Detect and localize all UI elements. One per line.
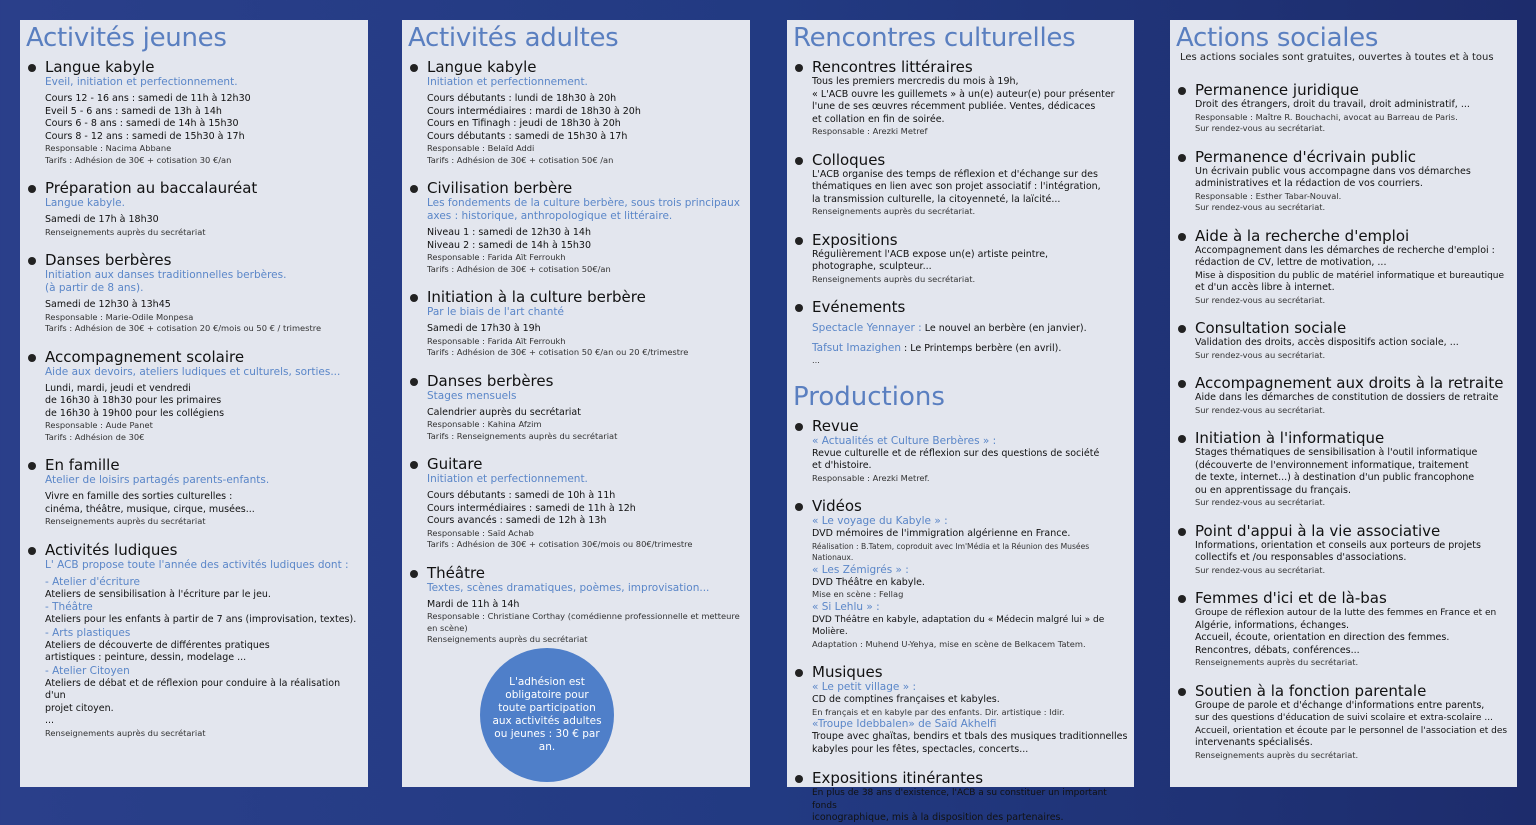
section-subtitle: Aide aux devoirs, ateliers ludiques et culturels, sorties...: [45, 365, 341, 378]
info: Sur rendez-vous au secrétariat.: [1195, 202, 1326, 212]
bullet-icon: [28, 185, 36, 193]
info: Renseignements auprès du secrétariat: [45, 516, 206, 526]
section-title: Aide à la recherche d'emploi: [1195, 226, 1410, 245]
text-line: cinéma, théâtre, musique, cirque, musées...: [45, 503, 255, 515]
bullet-icon: [1178, 154, 1186, 162]
section-subtitle: Eveil, initiation et perfectionnement.: [45, 76, 238, 88]
section-title: Rencontres littéraires: [812, 58, 973, 76]
bullet-icon: [28, 354, 36, 362]
text-line: la transmission culturelle, la citoyenneté, la laïcité...: [812, 193, 1061, 205]
text-line: Rencontres, débats, conférences...: [1195, 644, 1360, 656]
activity-desc: artistiques : peinture, dessin, modelage ...: [45, 652, 247, 663]
section-title: Vidéos: [812, 497, 862, 515]
text-line: ou en apprentissage du français.: [1195, 484, 1351, 496]
section-vie-associative: [1178, 522, 1511, 577]
section-subtitle: Initiation et perfectionnement.: [427, 473, 588, 485]
info: Renseignements auprès du secrétariat.: [812, 206, 976, 216]
text-line: Aide dans les démarches de constitution de dossiers de retraite: [1195, 392, 1499, 403]
tarifs: Tarifs : Adhésion de 30€ + cotisation 50€ /an: [427, 154, 614, 165]
section-videos: [795, 497, 1128, 650]
section-en-famille: [28, 456, 362, 528]
info: Renseignements auprès du secrétariat.: [1195, 749, 1359, 760]
schedule-line: Lundi, mardi, jeudi et vendredi: [45, 382, 191, 394]
info: Renseignements auprès du secrétariat: [427, 634, 588, 644]
text-line: Revue culturelle et de réflexion sur des questions de société: [812, 447, 1100, 459]
tarifs: Tarifs : Adhésion de 30€: [45, 431, 145, 442]
section-subtitle: axes : historique, anthropologique et littéraire.: [427, 210, 673, 222]
text-line: Accompagnement dans les démarches de recherche d'emploi :: [1195, 244, 1495, 256]
text-line: Un écrivain public vous accompagne dans vos démarches: [1195, 165, 1471, 177]
responsable: Responsable : Arezki Metref.: [812, 472, 930, 483]
text-line: Stages thématiques de sensibilisation à l'outil informatique: [1195, 447, 1478, 458]
text-line: de texte, internet...) à destination d'un public francophone: [1195, 472, 1475, 483]
product-desc: DVD Théâtre en kabyle, adaptation du « Médecin malgré lui » de Molière.: [812, 614, 1105, 637]
section-revue: [795, 417, 1128, 485]
membership-badge: L'adhésion est obligatoire pour toute participation aux activités adultes ou jeunes : 30 € par an.: [480, 648, 614, 782]
panel-activites-jeunes: [20, 20, 368, 787]
schedule-line: Samedi de 17h30 à 19h: [427, 323, 541, 334]
section-title: En famille: [45, 456, 120, 474]
text-line: L'ACB organise des temps de réflexion et d'échange sur des: [812, 168, 1098, 180]
responsable: Responsable : Farida Aït Ferroukh: [427, 335, 566, 346]
event-name: Spectacle Yennayer :: [812, 322, 922, 334]
section-musiques: [795, 663, 1128, 756]
schedule-line: Niveau 2 : samedi de 14h à 15h30: [427, 239, 591, 251]
section-title: Danses berbères: [45, 251, 172, 269]
bullet-icon: [795, 237, 803, 245]
schedule-line: Niveau 1 : samedi de 12h30 à 14h: [427, 227, 591, 238]
tarifs: Tarifs : Adhésion de 30€ + cotisation 20 €/mois ou 50 € / trimestre: [45, 323, 322, 333]
bullet-icon: [28, 257, 36, 265]
section-title: Civilisation berbère: [427, 179, 573, 197]
product-desc: DVD Théâtre en kabyle.: [812, 576, 925, 588]
info: Renseignements auprès du secrétariat: [45, 727, 206, 738]
bullet-icon: [410, 64, 418, 72]
section-accompagnement-scolaire: [28, 348, 362, 444]
schedule-line: Cours débutants : lundi de 18h30 à 20h: [427, 93, 617, 104]
section-subtitle: Stages mensuels: [427, 389, 517, 402]
panel-title-productions: Productions: [793, 381, 945, 412]
bullet-icon: [1178, 380, 1186, 388]
product-name: «Troupe Idebbalen» de Saïd Akhelfi: [812, 718, 997, 730]
text-line: Mise à disposition du public de matériel informatique et bureautique: [1195, 270, 1505, 281]
product-credit: Mise en scène : Fellag: [812, 589, 904, 599]
section-colloques: [795, 151, 1128, 218]
responsable: en scène): [427, 622, 468, 633]
text-line: thématiques en lien avec son projet associatif : l'intégration,: [812, 181, 1101, 192]
bullet-icon: [795, 775, 803, 783]
product-desc: CD de comptines françaises et kabyles.: [812, 694, 1000, 705]
schedule-line: de 16h30 à 19h00 pour les collégiens: [45, 407, 225, 419]
product-desc: Troupe avec ghaïtas, bendirs et tbals des musiques traditionnelles: [812, 731, 1128, 742]
responsable: Responsable : Farida Aït Ferroukh: [427, 252, 566, 262]
responsable: Responsable : Saïd Achab: [427, 527, 534, 538]
bullet-icon: [28, 64, 36, 72]
schedule-line: Cours 8 - 12 ans : samedi de 15h30 à 17h: [45, 130, 245, 142]
activity-desc: Ateliers de débat et de réflexion pour conduire à la réalisation d'un: [45, 677, 341, 701]
section-title: Colloques: [812, 150, 886, 169]
bullet-icon: [795, 503, 803, 511]
section-theatre: [410, 564, 744, 646]
tarifs: Tarifs : Adhésion de 30€ + cotisation 50€/an: [427, 263, 611, 274]
section-title: Expositions itinérantes: [812, 769, 984, 787]
section-guitare: [410, 455, 744, 551]
bullet-icon: [410, 570, 418, 578]
product-credit: Réalisation : B.Tatem, coproduit avec Im'Média et la Réunion des Musées Nationaux.: [812, 541, 1090, 562]
section-subtitle: Atelier de loisirs partagés parents-enfants.: [45, 474, 270, 486]
schedule-line: Cours intermédiaires : samedi de 11h à 12h: [427, 502, 636, 514]
text-line: Tous les premiers mercredis du mois à 19h,: [812, 76, 1019, 87]
event-line: [812, 336, 1128, 356]
tarifs: Tarifs : Adhésion de 30€ + cotisation 30 €/an: [45, 154, 232, 165]
panel-activites-adultes: [402, 20, 750, 787]
responsable: Responsable : Christiane Corthay (comédienne professionnelle et metteure: [427, 611, 740, 621]
text-line: Droit des étrangers, droit du travail, droit administratif, ...: [1195, 99, 1470, 110]
bullet-icon: [1178, 435, 1186, 443]
text-line: Groupe de réflexion autour de la lutte des femmes en France et en: [1195, 608, 1497, 618]
bullet-icon: [1178, 688, 1186, 696]
schedule-line: Calendrier auprès du secrétariat: [427, 406, 581, 418]
text-line: Informations, orientation et conseils aux porteurs de projets: [1195, 539, 1481, 551]
bullet-icon: [28, 547, 36, 555]
schedule-line: Cours 6 - 8 ans : samedi de 14h à 15h30: [45, 118, 239, 129]
activity-desc: Ateliers de sensibilisation à l'écriture par le jeu.: [45, 588, 271, 600]
tarifs: Tarifs : Renseignements auprès du secrétariat: [427, 430, 618, 441]
section-title: Initiation à l'informatique: [1195, 429, 1385, 447]
text-line: administratives et la rédaction de vos courriers.: [1195, 178, 1423, 189]
product-credit: Adaptation : Muhend U-Yehya, mise en scène de Belkacem Tatem.: [812, 638, 1086, 649]
activity-name: - Arts plastiques: [45, 626, 131, 639]
info: Renseignements auprès du secrétariat.: [1195, 657, 1359, 667]
section-title: Point d'appui à la vie associative: [1195, 521, 1441, 540]
product-name: « Le petit village » :: [812, 681, 917, 693]
text-line: et collation en fin de soirée.: [812, 113, 945, 125]
event-name: Tafsut Imazighen: [812, 341, 902, 354]
schedule-line: Samedi de 17h à 18h30: [45, 214, 159, 225]
section-recherche-emploi: [1178, 227, 1511, 307]
text-line: Accueil, orientation et écoute par le personnel de l'association et des: [1195, 725, 1508, 736]
bullet-icon: [795, 64, 803, 72]
text-line: l'une de ses œuvres récemment publiée. Ventes, dédicaces: [812, 101, 1096, 112]
section-subtitle: Textes, scènes dramatiques, poèmes, improvisation...: [427, 581, 710, 594]
schedule-line: Cours débutants : samedi de 15h30 à 17h: [427, 130, 628, 142]
tarifs: Tarifs : Adhésion de 30€ + cotisation 50 €/an ou 20 €/trimestre: [427, 347, 689, 357]
bullet-icon: [795, 423, 803, 431]
text-line: (découverte de l'environnement informatique, traitement: [1195, 459, 1469, 471]
bullet-icon: [795, 669, 803, 677]
schedule-line: de 16h30 à 18h30 pour les primaires: [45, 395, 222, 406]
section-danses-berberes: [28, 251, 362, 335]
section-civilisation-berbere: [410, 179, 744, 275]
bullet-icon: [1178, 325, 1186, 333]
section-evenements: [795, 298, 1128, 367]
text-line: Régulièrement l'ACB expose un(e) artiste peintre,: [812, 248, 1049, 260]
bullet-icon: [410, 294, 418, 302]
bullet-icon: [410, 461, 418, 469]
info: Renseignements auprès du secrétariat: [45, 226, 206, 237]
bullet-icon: [1178, 233, 1186, 241]
section-danses-berberes: [410, 372, 744, 443]
responsable: Responsable : Arezki Metref: [812, 126, 928, 136]
panel-title: Actions sociales: [1176, 23, 1379, 53]
ellipsis: ...: [45, 715, 55, 726]
section-title: Initiation à la culture berbère: [427, 288, 646, 306]
info: Sur rendez-vous au secrétariat.: [1195, 123, 1326, 133]
section-ecrivain-public: [1178, 148, 1511, 214]
section-title: Langue kabyle: [45, 58, 155, 76]
event-line: [812, 316, 1128, 336]
activity-desc: Ateliers pour les enfants à partir de 7 ans (improvisation, textes).: [45, 614, 357, 625]
section-rencontres-litteraires: [795, 58, 1128, 138]
section-title: Langue kabyle: [427, 58, 537, 76]
schedule-line: Cours intermédiaires : mardi de 18h30 à 20h: [427, 105, 641, 117]
section-consultation-sociale: [1178, 319, 1511, 361]
section-title: Consultation sociale: [1195, 319, 1347, 337]
bullet-icon: [410, 185, 418, 193]
product-name: « Les Zémigrés » :: [812, 563, 909, 576]
panel-title: Rencontres culturelles: [793, 23, 1076, 53]
section-title: Musiques: [812, 663, 883, 681]
section-langue-kabyle: [28, 58, 362, 166]
event-desc: Le nouvel an berbère (en janvier).: [921, 323, 1087, 334]
tarifs: Tarifs : Adhésion de 30€ + cotisation 30€/mois ou 80€/trimestre: [427, 539, 693, 549]
text-line: Vivre en famille des sorties culturelles :: [45, 491, 233, 502]
section-initiation-culture: [410, 288, 744, 359]
text-line: Accueil, écoute, orientation en direction des femmes.: [1195, 632, 1450, 643]
activity-name: - Atelier Citoyen: [45, 664, 130, 677]
text-line: sur des questions d'éducation de suivi scolaire et extra-scolaire ...: [1195, 713, 1493, 723]
schedule-line: Cours avancés : samedi de 12h à 13h: [427, 515, 607, 526]
section-subtitle: Initiation aux danses traditionnelles berbères.: [45, 269, 287, 281]
text-line: iconographique, mis à la disposition des partenaires.: [812, 812, 1064, 823]
bullet-icon: [1178, 528, 1186, 536]
bullet-icon: [795, 304, 803, 312]
schedule-line: Mardi de 11h à 14h: [427, 598, 520, 610]
event-desc: : Le Printemps berbère (en avril).: [901, 342, 1062, 354]
text-line: et d'histoire.: [812, 460, 872, 471]
panel-title: Activités jeunes: [26, 23, 227, 53]
section-subtitle: L' ACB propose toute l'année des activités ludiques dont :: [45, 558, 349, 571]
schedule-line: Eveil 5 - 6 ans : samedi de 13h à 14h: [45, 105, 222, 117]
text-line: « L'ACB ouvre les guillemets » à un(e) auteur(e) pour présenter: [812, 88, 1115, 100]
schedule-line: Cours en Tifinagh : jeudi de 18h30 à 20h: [427, 118, 621, 129]
section-title: Expositions: [812, 230, 898, 249]
bullet-icon: [795, 157, 803, 165]
section-droits-retraite: [1178, 374, 1511, 416]
section-langue-kabyle: [410, 58, 744, 166]
product-name: « Le voyage du Kabyle » :: [812, 515, 948, 527]
section-title: Préparation au baccalauréat: [45, 179, 258, 197]
section-title: Permanence d'écrivain public: [1195, 147, 1417, 166]
panel-rencontres-culturelles: [787, 20, 1134, 823]
text-line: collectifs et /ou responsables d'associations.: [1195, 552, 1407, 563]
section-expositions: [795, 231, 1128, 286]
responsable: Responsable : Belaïd Addi: [427, 143, 535, 153]
section-title: Soutien à la fonction parentale: [1195, 681, 1427, 700]
activity-desc: projet citoyen.: [45, 702, 114, 714]
product-name: « Si Lehlu » :: [812, 600, 880, 613]
responsable: Responsable : Aude Panet: [45, 420, 153, 430]
text-line: intervenants spécialisés.: [1195, 737, 1313, 748]
section-subtitle: Par le biais de l'art chanté: [427, 306, 564, 318]
bullet-icon: [410, 378, 418, 386]
section-subtitle: Les fondements de la culture berbère, sous trois principaux: [427, 197, 740, 209]
activity-desc: Ateliers de découverte de différentes pratiques: [45, 639, 270, 651]
section-title: Femmes d'ici et de là-bas: [1195, 589, 1387, 607]
responsable: Responsable : Nacima Abbane: [45, 143, 172, 153]
responsable: Responsable : Esther Tabar-Nouval.: [1195, 190, 1342, 201]
section-title: Revue: [812, 416, 859, 435]
section-title: Théâtre: [427, 563, 486, 582]
section-title: Activités ludiques: [45, 540, 178, 559]
info: Sur rendez-vous au secrétariat.: [1195, 564, 1326, 575]
section-title: Danses berbères: [427, 371, 554, 390]
product-credit: En français et en kabyle par des enfants. Dir. artistique : Idir.: [812, 706, 1065, 717]
schedule-line: Cours débutants : samedi de 10h à 11h: [427, 490, 616, 501]
section-activites-ludiques: [28, 541, 362, 740]
text-line: photographe, sculpteur...: [812, 261, 932, 272]
section-title: Accompagnement aux droits à la retraite: [1195, 374, 1504, 392]
info: Sur rendez-vous au secrétariat.: [1195, 294, 1326, 305]
activity-name: - Théâtre: [45, 601, 93, 613]
bullet-icon: [28, 462, 36, 470]
info: Renseignements auprès du secrétariat.: [812, 273, 976, 284]
info: Sur rendez-vous au secrétariat.: [1195, 349, 1326, 360]
section-subtitle: (à partir de 8 ans).: [45, 282, 144, 294]
section-baccalaureat: [28, 179, 362, 238]
bullet-icon: [1178, 87, 1186, 95]
text-line: Algérie, informations, échanges.: [1195, 619, 1350, 631]
schedule-line: Cours 12 - 16 ans : samedi de 11h à 12h30: [45, 93, 251, 104]
text-line: Groupe de parole et d'échange d'informations entre parents,: [1195, 699, 1485, 711]
section-femmes: [1178, 589, 1511, 669]
section-subtitle: « Actualités et Culture Berbères » :: [812, 434, 997, 447]
section-expositions-itinerantes: [795, 769, 1128, 825]
responsable: Responsable : Kahina Afzim: [427, 419, 542, 429]
section-informatique: [1178, 429, 1511, 509]
text-line: En plus de 38 ans d'existence, l'ACB a su constituer un important fonds: [812, 788, 1107, 811]
text-line: et d'un accès libre à internet.: [1195, 282, 1335, 293]
section-fonction-parentale: [1178, 682, 1511, 762]
section-subtitle: Langue kabyle.: [45, 197, 125, 209]
activity-name: - Atelier d'écriture: [45, 575, 140, 588]
section-subtitle: Initiation et perfectionnement.: [427, 76, 588, 88]
section-title: Guitare: [427, 455, 483, 473]
product-desc: kabyles pour les fêtes, spectacles, concerts...: [812, 743, 1029, 755]
info: Sur rendez-vous au secrétariat.: [1195, 404, 1326, 415]
panel-title: Activités adultes: [408, 23, 619, 53]
section-title: Accompagnement scolaire: [45, 347, 245, 366]
section-permanence-juridique: [1178, 81, 1511, 135]
responsable: Responsable : Marie-Odile Monpesa: [45, 311, 194, 322]
info: Sur rendez-vous au secrétariat.: [1195, 497, 1326, 507]
panel-subtitle: Les actions sociales sont gratuites, ouvertes à toutes et à tous: [1180, 52, 1494, 63]
text-line: rédaction de CV, lettre de motivation, ...: [1195, 257, 1387, 268]
section-title: Permanence juridique: [1195, 81, 1359, 99]
panel-actions-sociales: [1170, 20, 1517, 787]
schedule-line: Samedi de 12h30 à 13h45: [45, 299, 171, 310]
product-desc: DVD mémoires de l'immigration algérienne en France.: [812, 528, 1071, 539]
section-title: Evénements: [812, 298, 906, 316]
bullet-icon: [1178, 595, 1186, 603]
ellipsis: ...: [812, 355, 820, 365]
responsable: Responsable : Maître R. Bouchachi, avocat au Barreau de Paris.: [1195, 111, 1458, 122]
text-line: Validation des droits, accès dispositifs action sociale, ...: [1195, 337, 1459, 348]
